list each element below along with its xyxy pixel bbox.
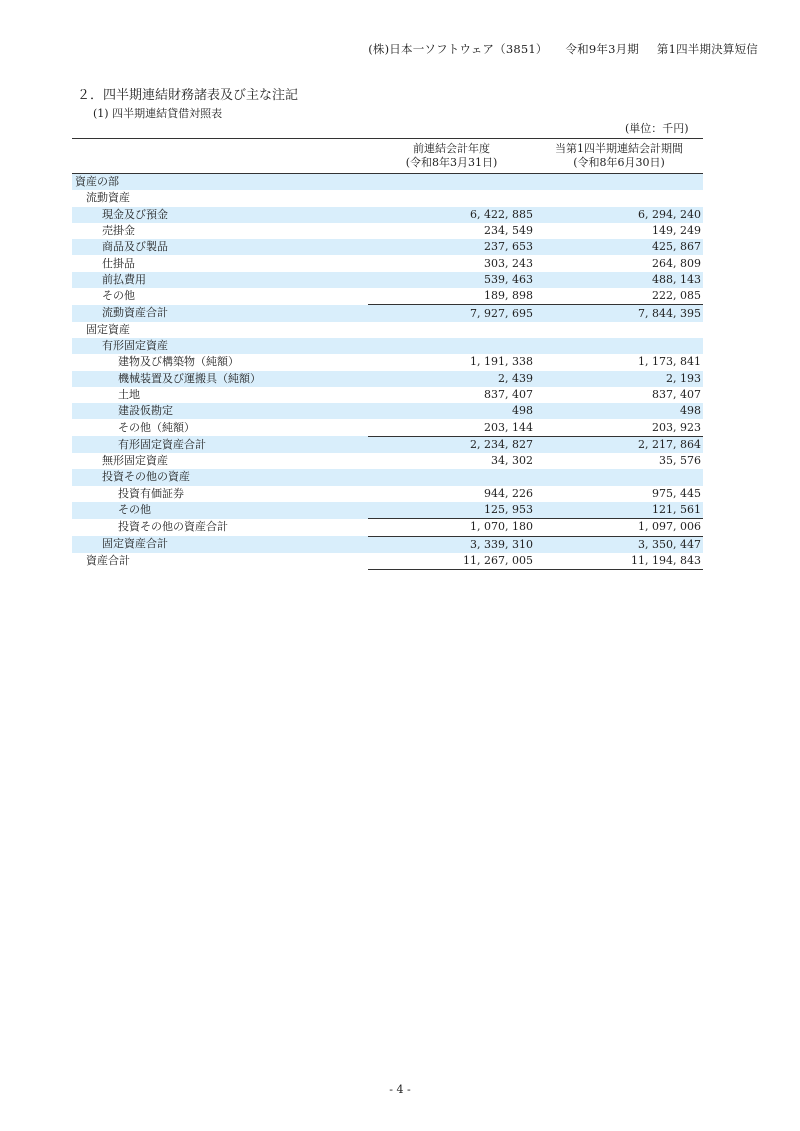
document-header	[354, 41, 758, 57]
table-row	[72, 469, 703, 485]
row-label: 前払費用	[72, 272, 368, 288]
row-label: 投資その他の資産	[72, 469, 368, 485]
curr-period-value	[535, 338, 703, 354]
prev-period-value: 1, 070, 180	[368, 519, 535, 536]
subsection-title: (1) 四半期連結貸借対照表	[93, 107, 223, 120]
row-label: 資産合計	[86, 554, 130, 568]
curr-period-value: 6, 294, 240	[535, 207, 703, 223]
row-label: 投資その他の資産合計	[118, 520, 228, 534]
table-row	[72, 486, 703, 502]
curr-period-value: 7, 844, 395	[535, 305, 703, 322]
curr-period-value: 35, 576	[659, 454, 701, 468]
curr-period-value	[535, 174, 703, 191]
table-row	[72, 255, 703, 271]
curr-period-value: 1, 097, 006	[535, 519, 703, 536]
table-body	[72, 174, 703, 570]
table-row	[72, 305, 703, 322]
table-row	[72, 502, 703, 519]
row-label: 資産の部	[72, 174, 368, 191]
page-number: - 4 -	[389, 1083, 411, 1096]
curr-period-value: 837, 407	[652, 388, 701, 401]
prev-period-value: 1, 191, 338	[470, 355, 533, 369]
row-label: 有形固定資産	[72, 338, 368, 354]
curr-period-value: 264, 809	[652, 256, 701, 270]
prev-period-date: (令和8年3月31日)	[405, 156, 498, 169]
prev-period-value: 234, 549	[484, 224, 533, 238]
curr-period-header	[535, 139, 703, 174]
row-label: 固定資産	[86, 322, 130, 336]
table-row	[72, 371, 703, 387]
curr-period-value: 2, 217, 864	[535, 436, 703, 453]
table-row	[72, 223, 703, 239]
prev-period-value: 237, 653	[368, 239, 535, 255]
curr-period-value: 1, 173, 841	[638, 355, 701, 369]
curr-period-title: 当第1四半期連結会計期間	[555, 142, 683, 155]
row-label: 土地	[118, 388, 140, 401]
table-row	[72, 338, 703, 354]
table-row	[72, 288, 703, 305]
curr-period-value	[535, 469, 703, 485]
prev-period-value	[368, 469, 535, 485]
table-row	[72, 174, 703, 191]
prev-period-value: 203, 144	[484, 420, 533, 434]
table-row	[72, 272, 703, 288]
curr-period-value: 498	[535, 403, 703, 419]
row-label: 商品及び製品	[72, 239, 368, 255]
curr-period-value: 222, 085	[652, 289, 701, 303]
curr-period-value: 203, 923	[652, 420, 701, 434]
curr-period-value	[535, 322, 703, 338]
table-row	[72, 207, 703, 223]
table-row	[72, 403, 703, 419]
prev-period-value: 837, 407	[484, 388, 533, 401]
table-row	[72, 387, 703, 403]
curr-period-value: 425, 867	[535, 239, 703, 255]
table-row	[72, 519, 703, 536]
company-name: (株)日本一ソフトウェア（3851）	[368, 42, 548, 56]
row-label: 投資有価証券	[118, 486, 184, 500]
curr-period-value	[535, 190, 703, 206]
curr-period-value: 121, 561	[535, 502, 703, 519]
prev-period-title: 前連結会計年度	[413, 142, 490, 155]
table-row	[72, 419, 703, 436]
balance-sheet-table	[72, 138, 703, 570]
prev-period-value: 34, 302	[491, 454, 533, 468]
row-label: その他	[72, 502, 368, 519]
table-row	[72, 436, 703, 453]
table-row	[72, 354, 703, 370]
row-label: 無形固定資産	[102, 454, 168, 468]
prev-period-value	[368, 322, 535, 338]
prev-period-value: 944, 226	[484, 486, 533, 500]
prev-period-value: 2, 234, 827	[368, 436, 535, 453]
prev-period-value	[368, 174, 535, 191]
row-label: 流動資産	[86, 191, 130, 205]
curr-period-value: 3, 350, 447	[535, 536, 703, 553]
row-label: その他	[102, 289, 135, 303]
curr-period-value: 11, 194, 843	[535, 553, 703, 570]
row-label: 流動資産合計	[72, 305, 368, 322]
table-row	[72, 553, 703, 570]
curr-period-date: (令和8年6月30日)	[573, 156, 665, 169]
row-label: 建設仮勘定	[72, 403, 368, 419]
table-row	[72, 239, 703, 255]
prev-period-value: 3, 339, 310	[368, 536, 535, 553]
row-label: その他（純額）	[118, 420, 195, 434]
row-label: 売掛金	[102, 224, 135, 238]
prev-period-value: 189, 898	[484, 289, 533, 303]
prev-period-value: 539, 463	[368, 272, 535, 288]
report-type: 第1四半期決算短信	[656, 42, 758, 56]
label-column-header	[72, 139, 368, 174]
table-row	[72, 190, 703, 206]
prev-period-value: 125, 953	[368, 502, 535, 519]
row-label: 仕掛品	[102, 256, 135, 270]
section-title: ２．四半期連結財務諸表及び主な注記	[77, 88, 299, 103]
prev-period-value	[368, 190, 535, 206]
fiscal-period: 令和9年3月期	[565, 42, 640, 56]
table-row	[72, 322, 703, 338]
prev-period-value: 6, 422, 885	[368, 207, 535, 223]
row-label: 機械装置及び運搬具（純額）	[72, 371, 368, 387]
prev-period-value	[368, 338, 535, 354]
prev-period-header	[368, 139, 535, 174]
prev-period-value: 2, 439	[368, 371, 535, 387]
curr-period-value: 975, 445	[652, 486, 701, 500]
table-header	[72, 139, 703, 174]
table-row	[72, 453, 703, 469]
curr-period-value: 2, 193	[535, 371, 703, 387]
prev-period-value: 11, 267, 005	[368, 553, 535, 570]
row-label: 固定資産合計	[72, 536, 368, 553]
curr-period-value: 488, 143	[535, 272, 703, 288]
row-label: 現金及び預金	[72, 207, 368, 223]
prev-period-value: 303, 243	[484, 256, 533, 270]
table-row	[72, 536, 703, 553]
curr-period-value: 149, 249	[652, 224, 701, 238]
unit-label: (単位：千円)	[625, 122, 689, 135]
prev-period-value: 7, 927, 695	[368, 305, 535, 322]
row-label: 建物及び構築物（純額）	[118, 355, 239, 369]
row-label: 有形固定資産合計	[72, 436, 368, 453]
prev-period-value: 498	[368, 403, 535, 419]
